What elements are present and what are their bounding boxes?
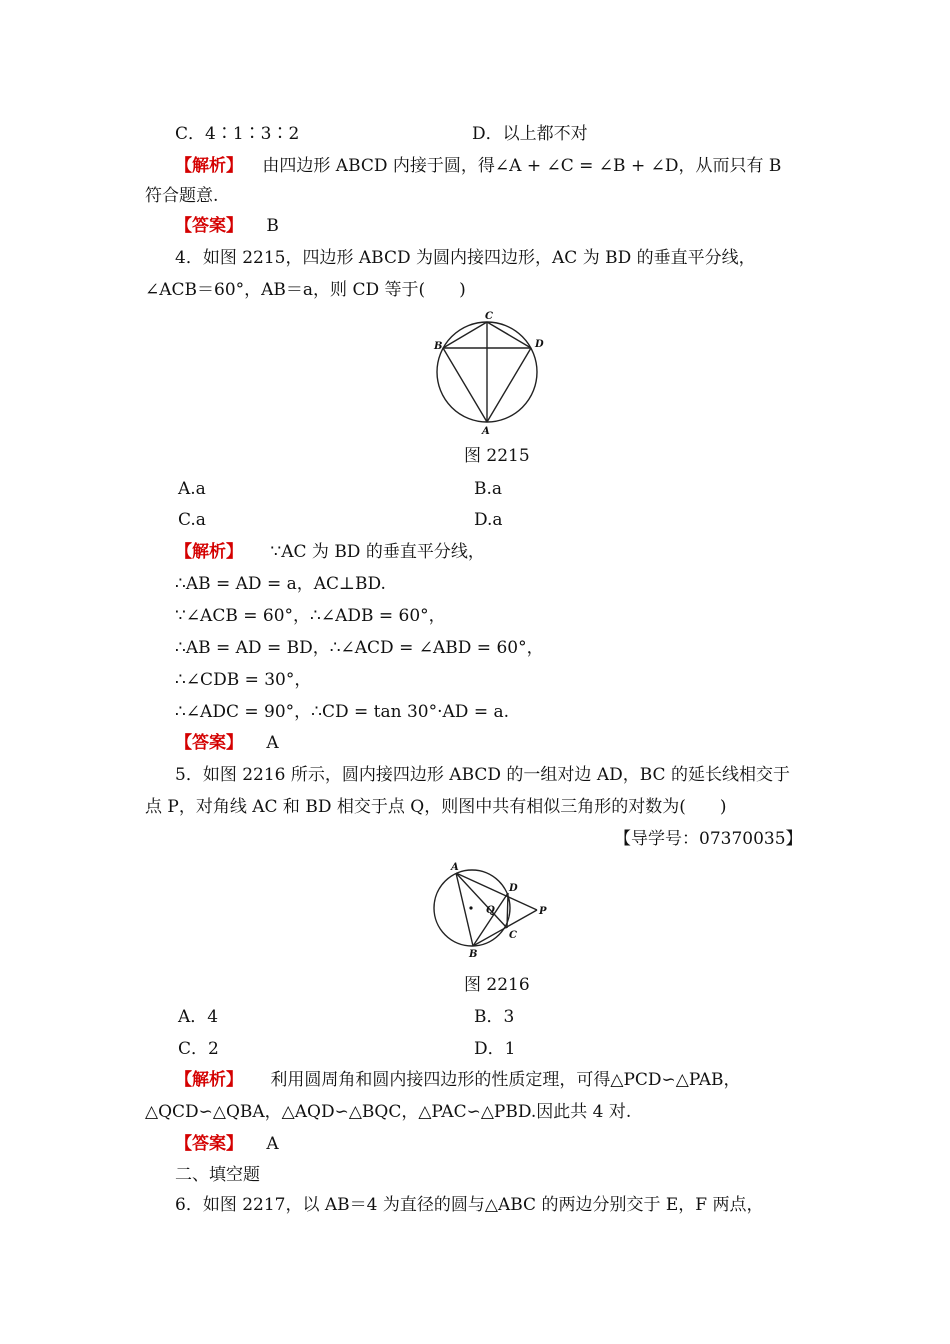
q5-stem-line2: 点 P，对角线 AC 和 BD 相交于点 Q，则图中共有相似三角形的对数为( ) xyxy=(145,797,727,817)
q6-stem-line1: 6．如图 2217，以 AB＝4 为直径的圆与△ABC 的两边分别交于 E，F 两点， xyxy=(175,1195,764,1215)
analysis-tag: 【解析】 xyxy=(175,156,243,176)
q4-step2: ∵∠ACB = 60°，∴∠ADB = 60°， xyxy=(175,606,446,626)
label-p: P xyxy=(539,906,547,917)
answer-tag: 【答案】 xyxy=(175,1134,243,1154)
answer-value: B xyxy=(266,216,279,236)
q4-step3: ∴AB = AD = BD，∴∠ACD = ∠ABD = 60°， xyxy=(175,638,544,658)
q4-option-b: B.a xyxy=(474,479,503,499)
q4-step1: ∴AB = AD = a，AC⊥BD. xyxy=(175,574,386,594)
label-c: C xyxy=(509,930,517,941)
answer-tag: 【答案】 xyxy=(175,733,243,753)
q4-step5: ∴∠ADC = 90°，∴CD = tan 30°·AD = a. xyxy=(175,702,510,722)
q4-option-d: D.a xyxy=(474,510,503,530)
q4-stem-line1: 4．如图 2215，四边形 ABCD 为圆内接四边形，AC 为 BD 的垂直平分线， xyxy=(175,248,756,268)
label-c: C xyxy=(485,311,493,322)
q4-answer xyxy=(175,731,279,755)
analysis-text: 利用圆周角和圆内接四边形的性质定理，可得△PCD∽△PAB， xyxy=(270,1070,741,1090)
figure-caption-2216: 图 2216 xyxy=(464,975,530,995)
q5-option-d: D．1 xyxy=(474,1039,516,1059)
label-q: Q xyxy=(486,905,495,916)
label-b: B xyxy=(469,949,478,960)
q5-option-b: B．3 xyxy=(474,1007,515,1027)
analysis-tag: 【解析】 xyxy=(175,1070,243,1090)
analysis-tag: 【解析】 xyxy=(175,542,243,562)
q5-analysis-continued: △QCD∽△QBA，△AQD∽△BQC，△PAC∽△PBD.因此共 4 对. xyxy=(145,1102,632,1122)
figure-2215 xyxy=(425,305,550,440)
q4-stem-line2: ∠ACB＝60°，AB＝a，则 CD 等于( ) xyxy=(145,280,466,300)
label-d: D xyxy=(509,883,518,894)
q4-step4: ∴∠CDB = 30°， xyxy=(175,670,312,690)
q5-analysis xyxy=(175,1068,741,1092)
analysis-text: 由四边形 ABCD 内接于圆，得∠A + ∠C = ∠B + ∠D，从而只有 B xyxy=(262,156,782,176)
q4-option-c: C.a xyxy=(178,510,206,530)
label-b: B xyxy=(434,341,443,352)
figure-caption-2215: 图 2215 xyxy=(464,446,530,466)
q4-option-a: A.a xyxy=(178,479,206,499)
q5-option-c: C．2 xyxy=(178,1039,219,1059)
label-a: A xyxy=(451,862,459,873)
q5-stem-line1: 5．如图 2216 所示，圆内接四边形 ABCD 的一组对边 AD，BC 的延长线相交于 xyxy=(175,765,790,785)
q3-answer xyxy=(175,214,279,238)
label-a: A xyxy=(482,426,490,437)
figure-2216 xyxy=(425,858,555,960)
label-d: D xyxy=(535,339,544,350)
q3-option-c: C．4∶1∶3∶2 xyxy=(175,124,300,144)
q5-guide-number: 【导学号：07370035】 xyxy=(614,829,803,849)
q3-analysis xyxy=(175,154,781,178)
q3-analysis-continued: 符合题意. xyxy=(145,186,219,206)
answer-value: A xyxy=(266,733,279,753)
analysis-text: ∵AC 为 BD 的垂直平分线， xyxy=(270,542,485,562)
answer-value: A xyxy=(266,1134,279,1154)
answer-tag: 【答案】 xyxy=(175,216,243,236)
q5-answer xyxy=(175,1132,279,1156)
q4-analysis xyxy=(175,540,485,564)
q3-option-d: D．以上都不对 xyxy=(472,124,588,144)
q5-option-a: A．4 xyxy=(178,1007,219,1027)
section-title: 二、填空题 xyxy=(175,1165,260,1185)
